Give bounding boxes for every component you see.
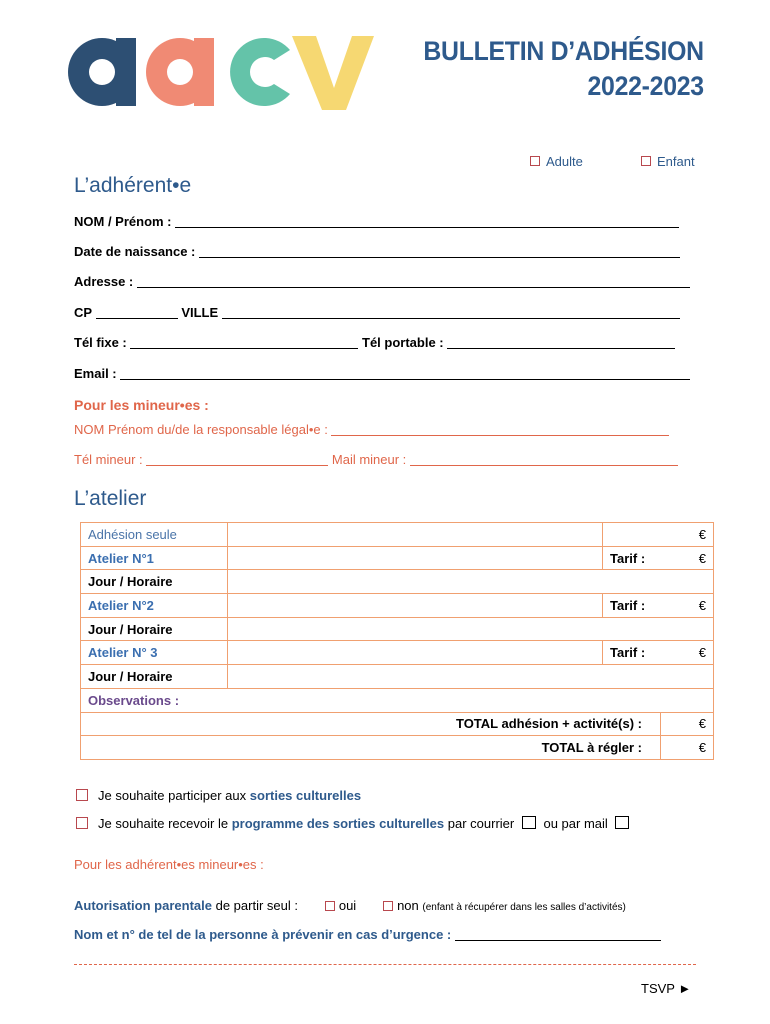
total-due-label: TOTAL à régler : (81, 736, 661, 760)
no-label: non (397, 898, 419, 913)
table-row (81, 523, 714, 547)
atelier1-price[interactable]: € (661, 546, 714, 570)
table-row (81, 736, 714, 760)
emergency-line[interactable] (455, 928, 661, 941)
checkbox-program[interactable] (76, 817, 88, 829)
option-outings[interactable] (76, 788, 361, 803)
aacv-logo (68, 30, 378, 120)
table-row (81, 688, 714, 712)
checkbox-no[interactable] (383, 901, 393, 911)
field-guardian-line[interactable] (331, 423, 669, 436)
section-atelier-title: L’atelier (74, 487, 147, 510)
field-minor-phone-label: Tél mineur : (74, 452, 143, 467)
field-email-line[interactable] (120, 367, 690, 380)
table-row (81, 665, 714, 689)
option-mail-label: ou par mail (543, 816, 608, 831)
emergency-label: Nom et n° de tel de la personne à prévenir en cas d’urgence : (74, 927, 452, 942)
form-title-year: 2022-2023 (587, 71, 704, 101)
atelier-table (80, 522, 714, 760)
field-cp-line[interactable] (96, 306, 178, 319)
minors-title: Pour les mineur•es : (74, 397, 209, 413)
field-birthdate[interactable] (74, 244, 696, 259)
form-title (424, 34, 704, 104)
table-row (81, 712, 714, 736)
field-minor-mail-line[interactable] (410, 453, 678, 466)
field-minor-contact[interactable] (74, 452, 696, 467)
atelier3-tarif-label: Tarif : (610, 645, 646, 661)
emergency-line-2[interactable] (74, 964, 696, 965)
checkbox-adult-label: Adulte (546, 154, 583, 169)
field-emergency-contact[interactable] (74, 927, 661, 942)
field-name-label: NOM / Prénom : (74, 214, 172, 229)
field-minor-phone-line[interactable] (146, 453, 328, 466)
authorization-highlight: Autorisation parentale (74, 898, 212, 913)
option-outings-text: Je souhaite participer aux (98, 788, 247, 803)
field-city-label: VILLE (181, 305, 219, 320)
checkbox-box-adult[interactable] (530, 156, 540, 166)
atelier1-label: Atelier N°1 (81, 546, 228, 570)
membership-only-cell[interactable] (228, 523, 603, 547)
atelier2-day-cell[interactable] (228, 617, 714, 641)
yes-label: oui (338, 898, 357, 913)
option-outings-highlight: sorties culturelles (249, 788, 362, 803)
checkbox-child-label: Enfant (657, 154, 695, 169)
parental-authorization (74, 898, 626, 913)
field-address-label: Adresse : (74, 274, 134, 289)
field-birthdate-label: Date de naissance : (74, 244, 196, 259)
field-cp-label: CP (74, 305, 93, 320)
field-name[interactable] (74, 214, 696, 229)
membership-only-label: Adhésion seule (81, 523, 228, 547)
total-membership-value[interactable]: € (661, 712, 714, 736)
field-address[interactable] (74, 274, 696, 289)
form-title-line1: BULLETIN D’ADHÉSION (423, 36, 704, 66)
checkbox-box-child[interactable] (641, 156, 651, 166)
field-minor-mail-label: Mail mineur : (331, 452, 407, 467)
atelier2-price[interactable]: € (661, 594, 714, 618)
atelier1-day-cell[interactable] (228, 570, 714, 594)
option-program-highlight: programme des sorties culturelles (231, 816, 445, 831)
membership-only-price[interactable]: € (603, 523, 714, 547)
atelier3-day-label: Jour / Horaire (81, 665, 228, 689)
field-phone-label: Tél fixe : (74, 335, 127, 350)
field-guardian-label: NOM Prénom du/de la responsable légal•e : (74, 422, 328, 437)
atelier3-day-cell[interactable] (228, 665, 714, 689)
atelier3-price[interactable]: € (661, 641, 714, 665)
atelier2-tarif-label: Tarif : (610, 597, 646, 613)
field-birthdate-line[interactable] (199, 245, 680, 258)
field-name-line[interactable] (175, 215, 679, 228)
field-email[interactable] (74, 366, 696, 381)
field-cp-city[interactable] (74, 305, 696, 320)
checkbox-mail[interactable] (615, 816, 629, 829)
total-membership-label: TOTAL adhésion + activité(s) : (81, 712, 661, 736)
atelier2-label: Atelier N°2 (81, 594, 228, 618)
field-phone-line[interactable] (130, 336, 358, 349)
checkbox-child[interactable] (641, 154, 695, 169)
field-guardian[interactable] (74, 422, 696, 437)
field-phones[interactable] (74, 335, 696, 350)
observations-label[interactable]: Observations : (81, 688, 714, 712)
atelier1-day-label: Jour / Horaire (81, 570, 228, 594)
table-row (81, 546, 714, 570)
option-program[interactable] (76, 816, 629, 831)
minor-members-title: Pour les adhérent•es mineur•es : (74, 857, 264, 872)
pto-label: TSVP ► (641, 981, 692, 996)
checkbox-yes[interactable] (325, 901, 335, 911)
table-row (81, 570, 714, 594)
table-row (81, 594, 714, 618)
option-post-label: par courrier (447, 816, 515, 831)
checkbox-post[interactable] (522, 816, 536, 829)
total-due-value[interactable]: € (661, 736, 714, 760)
atelier3-name-cell[interactable] (228, 641, 603, 665)
atelier1-name-cell[interactable] (228, 546, 603, 570)
atelier1-tarif-label: Tarif : (610, 550, 646, 566)
table-row (81, 617, 714, 641)
checkbox-adult[interactable] (530, 154, 583, 169)
section-member-title: L’adhérent•e (74, 174, 192, 197)
field-email-label: Email : (74, 366, 117, 381)
field-mobile-line[interactable] (447, 336, 675, 349)
checkbox-outings[interactable] (76, 789, 88, 801)
field-mobile-label: Tél portable : (362, 335, 444, 350)
authorization-text: de partir seul : (215, 898, 298, 913)
field-city-line[interactable] (222, 306, 680, 319)
atelier3-label: Atelier N° 3 (81, 641, 228, 665)
atelier2-day-label: Jour / Horaire (81, 617, 228, 641)
option-program-text: Je souhaite recevoir le (98, 816, 229, 831)
field-address-line[interactable] (137, 275, 690, 288)
atelier2-name-cell[interactable] (228, 594, 603, 618)
no-note: (enfant à récupérer dans les salles d’activités) (422, 902, 626, 913)
table-row (81, 641, 714, 665)
